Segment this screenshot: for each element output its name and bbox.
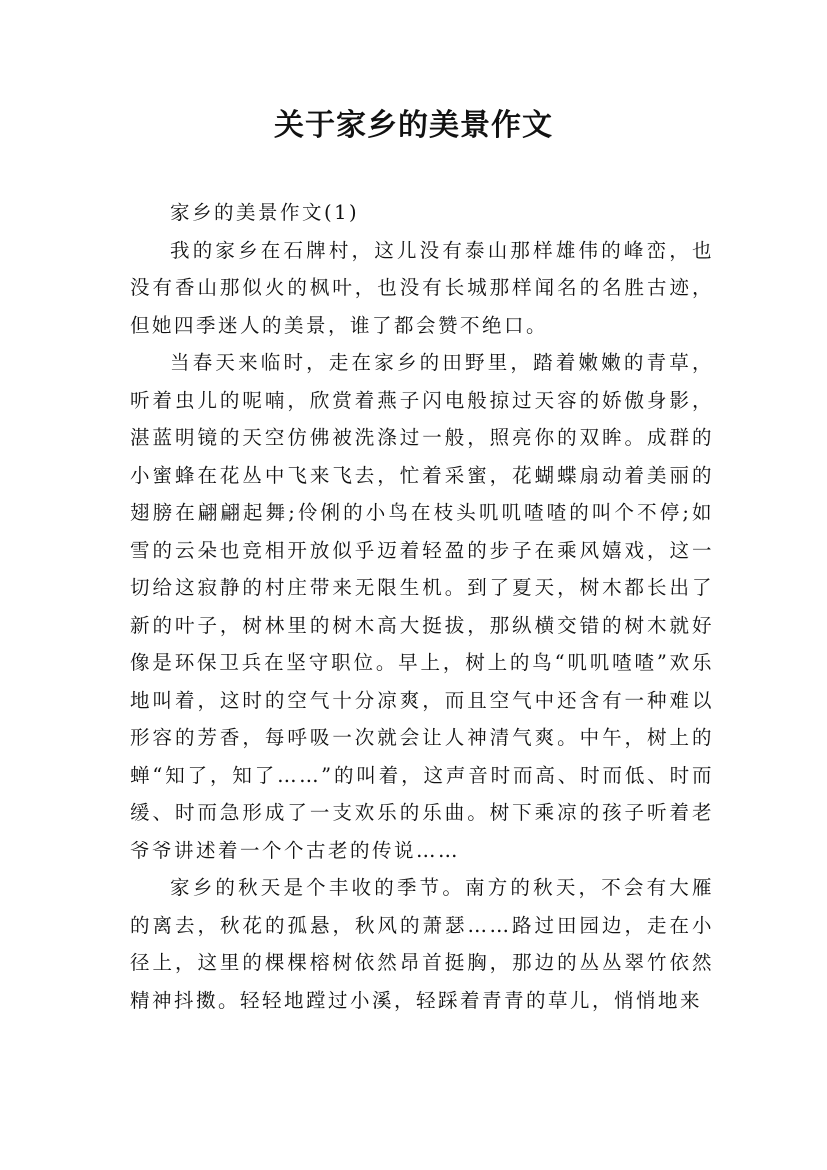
paragraph-1: 我的家乡在石牌村，这儿没有泰山那样雄伟的峰峦，也没有香山那似火的枫叶，也没有长城那样闻名的名胜古迹，但她四季迷人的美景，谁了都会赞不绝口。	[130, 238, 714, 337]
section-heading: 家乡的美景作文(1)	[170, 201, 360, 224]
paragraph-2: 当春天来临时，走在家乡的田野里，踏着嫩嫩的青草，听着虫儿的呢喃，欣赏着燕子闪电般掠过天容的娇傲身影，湛蓝明镜的天空仿佛被洗涤过一般，照亮你的双眸。成群的小蜜蜂在花丛中飞来飞去，忙着采蜜，花蝴蝶扇动着美丽的翅膀在翩翩起舞;伶俐的小鸟在枝头叽叽喳喳的叫个不停;如雪的云朵也竞相开放似乎迈着轻盈的步子在乘风嬉戏，这一切给这寂静的村庄带来无限生机。到了夏天，树木都长出了新的叶子，树林里的树木高大挺拔，那纵横交错的树木就好像是环保卫兵在坚守职位。早上，树上的鸟“叽叽喳喳”欢乐地叫着，这时的空气十分凉爽，而且空气中还含有一种难以形容的芳香，每呼吸一次就会让人神清气爽。中午，树上的蝉“知了，知了……”的叫着，这声音时而高、时而低、时而缓、时而急形成了一支欢乐的乐曲。树下乘凉的孩子听着老爷爷讲述着一个个古老的传说……	[130, 351, 714, 862]
document-body	[130, 194, 714, 1019]
document-title: 关于家乡的美景作文	[274, 108, 553, 143]
paragraph-3: 家乡的秋天是个丰收的季节。南方的秋天，不会有大雁的离去，秋花的孤悬，秋风的萧瑟……路过田园边，走在小径上，这里的棵棵榕树依然昂首挺胸，那边的丛丛翠竹依然精神抖擞。轻轻地蹚过小溪，轻踩着青青的草儿，悄悄地来	[130, 876, 714, 1012]
